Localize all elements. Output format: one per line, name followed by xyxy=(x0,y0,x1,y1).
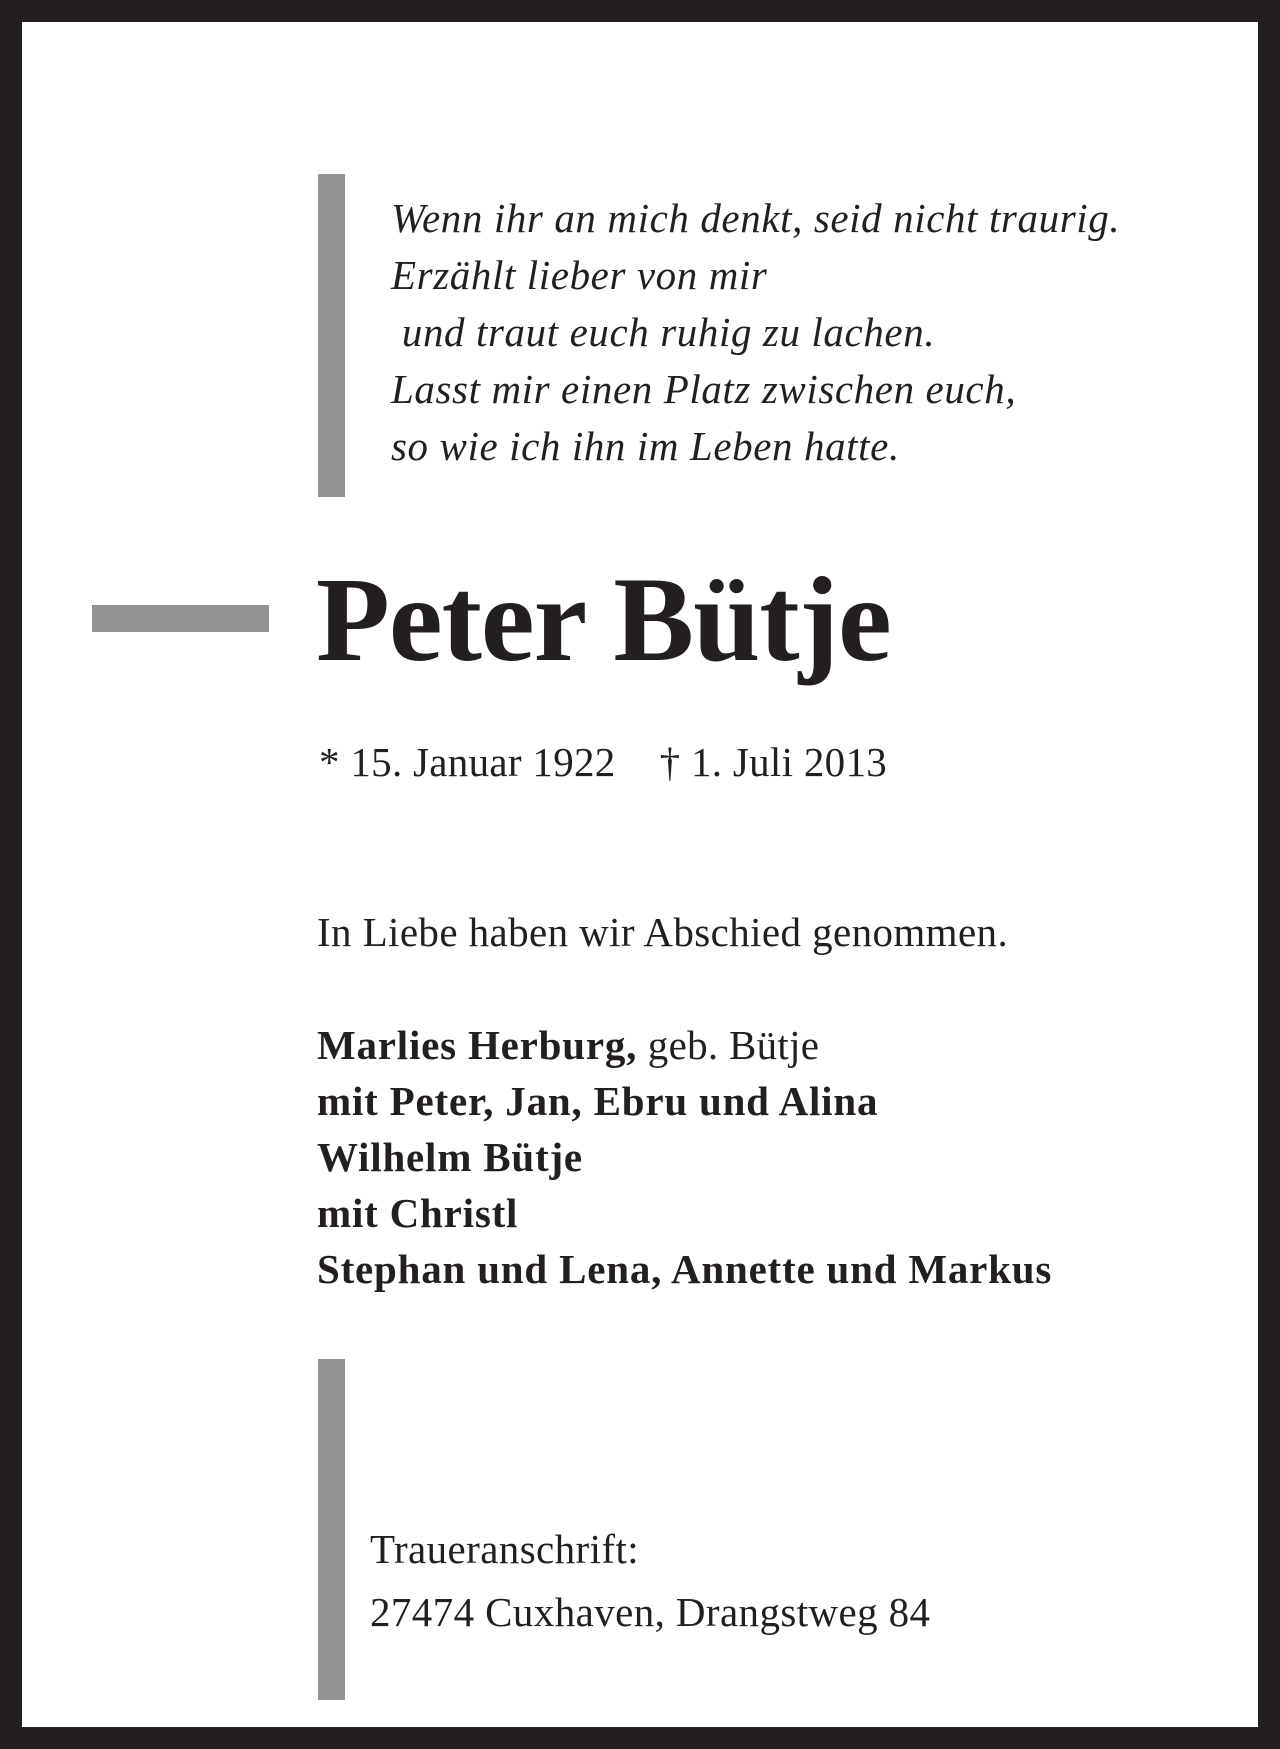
address-value: 27474 Cuxhaven, Drangstweg 84 xyxy=(370,1589,931,1635)
farewell-text: In Liebe haben wir Abschied genommen. xyxy=(317,909,1009,955)
death-date: † 1. Juli 2013 xyxy=(659,739,888,785)
family-line: mit Christl xyxy=(317,1190,519,1236)
address-label: Traueranschrift: xyxy=(370,1526,640,1572)
birth-date: * 15. Januar 1922 xyxy=(319,739,616,785)
name-accent-bar xyxy=(92,605,269,632)
family-line xyxy=(317,1017,1052,1073)
verse-line: so wie ich ihn im Leben hatte. xyxy=(391,423,900,469)
verse-block xyxy=(391,190,1120,475)
verse-line: Lasst mir einen Platz zwischen euch, xyxy=(391,366,1017,412)
family-name-primary: Marlies Herburg, xyxy=(317,1022,638,1068)
deceased-name: Peter Bütje xyxy=(316,553,891,687)
family-line: Wilhelm Bütje xyxy=(317,1134,583,1180)
family-line: mit Peter, Jan, Ebru und Alina xyxy=(317,1078,879,1124)
verse-accent-bar xyxy=(318,174,345,497)
maiden-name: geb. Bütje xyxy=(637,1022,820,1068)
address-accent-bar xyxy=(318,1359,345,1700)
address-block xyxy=(370,1518,930,1644)
verse-line: und traut euch ruhig zu lachen. xyxy=(391,309,936,355)
verse-line: Erzählt lieber von mir xyxy=(391,252,768,298)
family-line: Stephan und Lena, Annette und Markus xyxy=(317,1246,1053,1292)
family-list xyxy=(317,1017,1052,1297)
verse-line: Wenn ihr an mich denkt, seid nicht traurig. xyxy=(391,195,1121,241)
life-dates xyxy=(319,737,887,787)
